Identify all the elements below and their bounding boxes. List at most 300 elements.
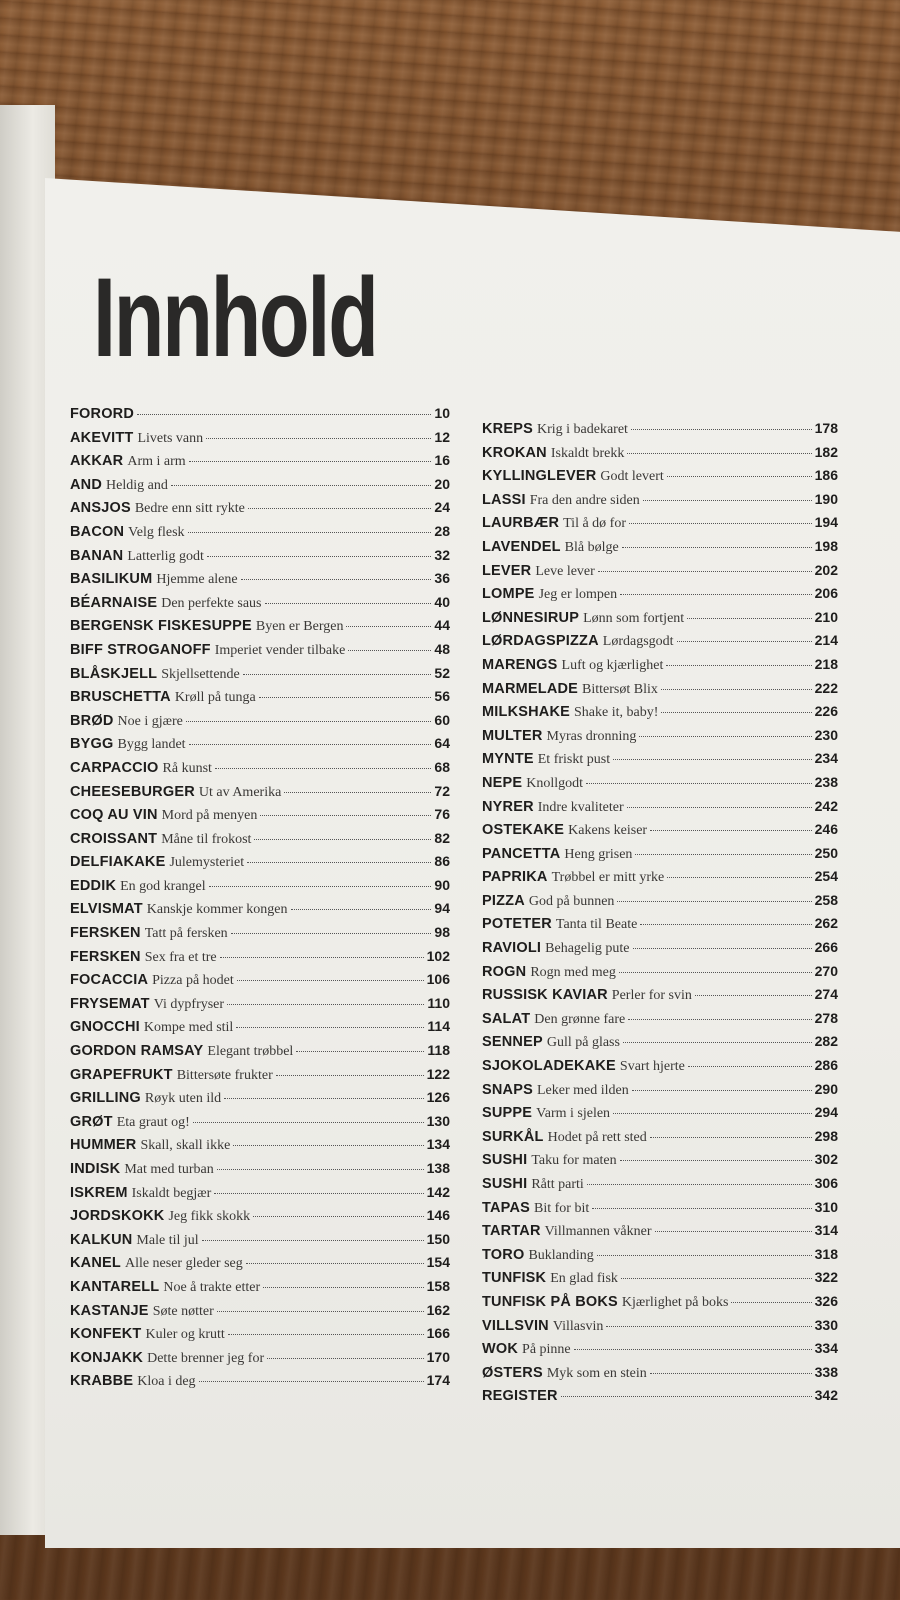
- toc-entry-keyword: SUPPE: [482, 1105, 533, 1122]
- toc-entry-keyword: FOCACCIA: [70, 972, 149, 989]
- toc-entry-subtitle: Velg flesk: [128, 524, 185, 540]
- toc-entry-page-number: 52: [434, 664, 450, 681]
- toc-entry: [482, 491, 838, 515]
- toc-entry-page-number: 158: [426, 1277, 450, 1294]
- toc-leader-dots: [188, 532, 432, 533]
- toc-entry: [70, 900, 450, 924]
- toc-leader-dots: [622, 547, 812, 548]
- toc-entry: [482, 986, 838, 1010]
- toc-entry-subtitle: Male til jul: [136, 1232, 199, 1248]
- toc-leader-dots: [220, 957, 424, 958]
- toc-entry-keyword: TUNFISK: [482, 1270, 547, 1287]
- toc-leader-dots: [587, 1184, 812, 1185]
- toc-entry-page-number: 230: [814, 726, 838, 743]
- toc-entry-subtitle: Skall, skall ikke: [140, 1138, 231, 1154]
- toc-entry: [70, 617, 450, 641]
- toc-entry-page-number: 250: [814, 844, 838, 861]
- toc-entry-page-number: 146: [426, 1207, 450, 1224]
- toc-entry: [70, 405, 450, 429]
- toc-entry-keyword: OSTEKAKE: [482, 822, 565, 839]
- toc-entry: [482, 1246, 838, 1270]
- toc-entry-keyword: FORORD: [70, 406, 135, 422]
- toc-leader-dots: [186, 721, 432, 722]
- toc-entry: [70, 570, 450, 594]
- toc-entry-page-number: 98: [434, 924, 450, 941]
- toc-entry-subtitle: Pizza på hodet: [152, 973, 234, 989]
- toc-entry-subtitle: Eta graut og!: [116, 1114, 190, 1130]
- toc-entry: [70, 806, 450, 830]
- toc-entry: [70, 759, 450, 783]
- toc-leader-dots: [619, 972, 812, 973]
- toc-entry-subtitle: Alle neser gleder seg: [124, 1256, 243, 1272]
- toc-entry-subtitle: Myk som en stein: [546, 1365, 647, 1381]
- toc-entry-subtitle: Hodet på rett sted: [547, 1129, 647, 1145]
- toc-entry: [482, 656, 838, 680]
- toc-leader-dots: [633, 948, 812, 949]
- toc-entry-subtitle: Rå kunst: [162, 760, 212, 776]
- toc-entry: [482, 915, 838, 939]
- toc-entry-page-number: 342: [814, 1387, 838, 1404]
- toc-entry-page-number: 82: [434, 829, 450, 846]
- toc-entry-keyword: SNAPS: [482, 1081, 533, 1098]
- toc-leader-dots: [687, 618, 811, 619]
- toc-entry: [70, 452, 450, 476]
- toc-entry-subtitle: Mat med turban: [124, 1162, 214, 1177]
- toc-leader-dots: [189, 744, 432, 745]
- toc-entry-keyword: CROISSANT: [70, 830, 158, 847]
- toc-entry-keyword: LØNNESIRUP: [482, 609, 580, 626]
- toc-left-column: [70, 405, 450, 1396]
- toc-entry-page-number: 222: [814, 679, 838, 696]
- toc-entry-subtitle: Bit for bit: [534, 1200, 590, 1216]
- toc-entry-keyword: MILKSHAKE: [482, 704, 570, 721]
- toc-entry-page-number: 326: [814, 1292, 838, 1309]
- toc-entry: [482, 538, 838, 562]
- toc-entry-page-number: 330: [814, 1316, 838, 1333]
- toc-entry: [70, 499, 450, 523]
- toc-entry-subtitle: En glad fisk: [550, 1271, 618, 1287]
- toc-entry-keyword: ANSJOS: [70, 500, 131, 517]
- toc-entry-subtitle: Mord på menyen: [161, 808, 258, 824]
- toc-entry-page-number: 40: [434, 593, 450, 610]
- toc-entry: [70, 735, 450, 759]
- toc-entry: [482, 1128, 838, 1152]
- toc-entry: [482, 1340, 838, 1364]
- toc-entry: [482, 1175, 838, 1199]
- toc-entry-keyword: KANEL: [70, 1255, 121, 1272]
- toc-leader-dots: [254, 839, 431, 840]
- toc-entry: [70, 830, 450, 854]
- toc-leader-dots: [291, 909, 432, 910]
- toc-entry-keyword: LØRDAGSPIZZA: [482, 633, 599, 650]
- toc-entry-subtitle: Hjemme alene: [156, 572, 238, 588]
- toc-entry-subtitle: Julemysteriet: [169, 855, 245, 871]
- toc-leader-dots: [243, 674, 432, 675]
- toc-entry-page-number: 102: [426, 947, 450, 964]
- toc-entry-page-number: 114: [427, 1018, 450, 1035]
- toc-entry-page-number: 298: [814, 1127, 838, 1144]
- toc-entry-page-number: 246: [814, 821, 838, 838]
- toc-entry-subtitle: Vi dypfryser: [153, 996, 225, 1012]
- toc-entry: [482, 1269, 838, 1293]
- toc-entry-page-number: 258: [814, 891, 838, 908]
- toc-entry-subtitle: Villmannen våkner: [544, 1224, 652, 1240]
- toc-entry: [70, 948, 450, 972]
- toc-leader-dots: [260, 815, 431, 816]
- toc-entry-subtitle: Behagelig pute: [545, 941, 630, 957]
- toc-entry-keyword: BYGG: [70, 736, 114, 753]
- toc-entry-subtitle: Taku for maten: [531, 1153, 617, 1169]
- toc-entry: [482, 1364, 838, 1388]
- toc-entry-subtitle: Rått parti: [531, 1177, 584, 1192]
- toc-entry: [70, 641, 450, 665]
- toc-leader-dots: [246, 1263, 424, 1264]
- toc-entry-subtitle: En god krangel: [120, 878, 206, 894]
- toc-entry-keyword: LASSI: [482, 491, 526, 508]
- toc-entry-keyword: TARTAR: [482, 1223, 541, 1240]
- toc-entry-keyword: EDDIK: [70, 877, 117, 894]
- toc-entry-keyword: NYRER: [482, 798, 534, 815]
- toc-entry: [482, 1057, 838, 1081]
- toc-entry-subtitle: Elegant trøbbel: [207, 1044, 294, 1060]
- toc-entry-keyword: SENNEP: [482, 1034, 543, 1051]
- toc-entry: [482, 821, 838, 845]
- toc-entry: [70, 547, 450, 571]
- toc-entry-page-number: 314: [814, 1222, 838, 1239]
- toc-entry-subtitle: Bittersøt Blix: [582, 681, 658, 697]
- toc-entry: [482, 1317, 838, 1341]
- toc-leader-dots: [627, 807, 812, 808]
- toc-entry-keyword: KALKUN: [70, 1231, 133, 1248]
- toc-entry-keyword: KROKAN: [482, 444, 547, 461]
- toc-entry-subtitle: Krøll på tunga: [174, 690, 256, 706]
- toc-entry: [70, 783, 450, 807]
- toc-entry-keyword: BASILIKUM: [70, 571, 153, 588]
- toc-entry: [482, 774, 838, 798]
- toc-entry-keyword: PIZZA: [482, 892, 525, 909]
- toc-leader-dots: [650, 1137, 812, 1138]
- toc-entry: [482, 703, 838, 727]
- toc-entry-subtitle: Bygg landet: [117, 737, 186, 753]
- toc-entry: [482, 1104, 838, 1128]
- toc-leader-dots: [137, 414, 431, 415]
- toc-entry-page-number: 202: [814, 561, 838, 578]
- toc-entry-page-number: 254: [814, 868, 838, 885]
- toc-entry: [482, 609, 838, 633]
- toc-entry-keyword: SALAT: [482, 1010, 531, 1027]
- toc-leader-dots: [620, 594, 812, 595]
- toc-entry-subtitle: Imperiet vender tilbake: [214, 642, 346, 658]
- toc-leader-dots: [574, 1349, 812, 1350]
- toc-entry: [482, 750, 838, 774]
- toc-leader-dots: [613, 759, 812, 760]
- toc-entry-page-number: 154: [426, 1254, 450, 1271]
- toc-entry-page-number: 150: [426, 1230, 450, 1247]
- toc-leader-dots: [731, 1302, 811, 1303]
- toc-entry-subtitle: Sex fra et tre: [144, 949, 217, 965]
- toc-entry-page-number: 274: [814, 986, 838, 1003]
- toc-entry-keyword: LEVER: [482, 562, 532, 579]
- toc-entry-keyword: BACON: [70, 523, 125, 540]
- toc-entry-subtitle: Knollgodt: [526, 775, 584, 791]
- toc-entry-keyword: BANAN: [70, 547, 124, 564]
- toc-leader-dots: [639, 736, 811, 737]
- toc-leader-dots: [643, 500, 812, 501]
- toc-entry-page-number: 210: [814, 608, 838, 625]
- toc-entry-keyword: MULTER: [482, 727, 543, 744]
- toc-leader-dots: [199, 1381, 424, 1382]
- toc-entry-subtitle: Kuler og krutt: [145, 1327, 225, 1343]
- toc-entry: [482, 444, 838, 468]
- toc-entry-page-number: 94: [434, 900, 450, 917]
- toc-entry-page-number: 90: [434, 876, 450, 893]
- toc-entry-page-number: 286: [814, 1057, 838, 1074]
- toc-entry-keyword: GNOCCHI: [70, 1019, 140, 1036]
- toc-entry: [70, 594, 450, 618]
- toc-entry-page-number: 302: [814, 1151, 838, 1168]
- toc-entry-subtitle: Fra den andre siden: [529, 492, 640, 508]
- toc-entry-subtitle: Skjellsettende: [161, 666, 240, 682]
- toc-entry-page-number: 56: [434, 688, 450, 705]
- toc-entry-subtitle: Til å dø for: [563, 516, 627, 532]
- toc-entry-subtitle: Leve lever: [535, 563, 595, 579]
- toc-leader-dots: [650, 1373, 812, 1374]
- toc-entry-keyword: SUSHI: [482, 1152, 528, 1169]
- toc-entry-keyword: GRAPEFRUKT: [70, 1066, 173, 1083]
- toc-entry-keyword: BÉARNAISE: [70, 594, 158, 611]
- toc-entry-keyword: GRILLING: [70, 1090, 141, 1107]
- toc-entry-keyword: KYLLINGLEVER: [482, 468, 597, 485]
- toc-entry-page-number: 238: [814, 773, 838, 790]
- toc-leader-dots: [628, 1019, 811, 1020]
- toc-entry-page-number: 214: [814, 632, 838, 649]
- toc-entry-subtitle: Bittersøte frukter: [176, 1067, 273, 1083]
- toc-entry-page-number: 162: [426, 1301, 450, 1318]
- toc-entry-subtitle: Lønn som fortjent: [583, 610, 685, 626]
- toc-entry-page-number: 334: [814, 1340, 838, 1357]
- toc-entry: [70, 1018, 450, 1042]
- toc-entry-subtitle: Arm i arm: [127, 454, 186, 470]
- toc-entry-page-number: 270: [814, 962, 838, 979]
- toc-entry: [70, 523, 450, 547]
- toc-entry-keyword: VILLSVIN: [482, 1317, 549, 1334]
- toc-leader-dots: [640, 924, 811, 925]
- toc-entry-subtitle: Lørdagsgodt: [602, 634, 674, 650]
- toc-entry: [70, 1066, 450, 1090]
- toc-entry-keyword: CARPACCIO: [70, 759, 159, 776]
- toc-entry-subtitle: Iskaldt begjær: [131, 1185, 212, 1201]
- toc-entry: [70, 1231, 450, 1255]
- toc-leader-dots: [284, 792, 431, 793]
- toc-entry-page-number: 310: [814, 1198, 838, 1215]
- toc-entry: [70, 1160, 450, 1184]
- toc-leader-dots: [677, 641, 812, 642]
- toc-entry-page-number: 20: [434, 475, 450, 492]
- toc-leader-dots: [348, 650, 431, 651]
- toc-entry: [482, 1010, 838, 1034]
- toc-entry-keyword: AND: [70, 476, 103, 493]
- toc-entry-keyword: AKKAR: [70, 453, 124, 470]
- toc-entry: [482, 1033, 838, 1057]
- toc-entry-keyword: LOMPE: [482, 586, 535, 603]
- toc-entry-page-number: 60: [434, 711, 450, 728]
- toc-entry-keyword: PANCETTA: [482, 845, 561, 862]
- toc-leader-dots: [263, 1287, 424, 1288]
- toc-entry-subtitle: Bedre enn sitt rykte: [134, 501, 245, 517]
- toc-entry-keyword: DELFIAKAKE: [70, 854, 166, 871]
- toc-leader-dots: [661, 712, 811, 713]
- toc-entry-keyword: GRØT: [70, 1113, 113, 1130]
- toc-entry: [482, 467, 838, 491]
- toc-leader-dots: [215, 768, 432, 769]
- toc-entry-page-number: 294: [814, 1104, 838, 1121]
- toc-leader-dots: [613, 1113, 812, 1114]
- toc-leader-dots: [214, 1193, 423, 1194]
- toc-entry-keyword: HUMMER: [70, 1137, 137, 1154]
- toc-leader-dots: [635, 854, 811, 855]
- toc-entry-keyword: REGISTER: [482, 1388, 558, 1405]
- toc-entry: [482, 1387, 838, 1411]
- toc-entry-keyword: ISKREM: [70, 1184, 128, 1201]
- toc-entry-page-number: 190: [814, 490, 838, 507]
- toc-entry-keyword: BLÅSKJELL: [70, 665, 158, 682]
- toc-entry-keyword: SURKÅL: [482, 1128, 544, 1145]
- toc-entry: [482, 1199, 838, 1223]
- toc-entry-page-number: 76: [434, 806, 450, 823]
- toc-entry-page-number: 322: [814, 1269, 838, 1286]
- toc-entry-keyword: WOK: [482, 1341, 519, 1358]
- toc-entry-page-number: 226: [814, 703, 838, 720]
- toc-entry-keyword: KRABBE: [70, 1373, 134, 1390]
- toc-entry-subtitle: Byen er Bergen: [255, 619, 344, 635]
- toc-leader-dots: [189, 461, 432, 462]
- toc-entry-keyword: FRYSEMAT: [70, 995, 150, 1012]
- toc-entry: [70, 971, 450, 995]
- toc-entry-subtitle: Noe i gjære: [117, 713, 183, 729]
- toc-entry: [482, 845, 838, 869]
- toc-entry-page-number: 266: [814, 939, 838, 956]
- toc-entry-keyword: MYNTE: [482, 751, 534, 768]
- toc-entry-keyword: LAURBÆR: [482, 515, 560, 532]
- toc-leader-dots: [606, 1326, 811, 1327]
- toc-entry-keyword: COQ AU VIN: [70, 807, 158, 824]
- toc-entry-page-number: 234: [814, 750, 838, 767]
- toc-leader-dots: [206, 438, 431, 439]
- toc-leader-dots: [265, 603, 432, 604]
- toc-entry-page-number: 318: [814, 1245, 838, 1262]
- toc-leader-dots: [688, 1066, 812, 1067]
- toc-entry-subtitle: Tanta til Beate: [555, 917, 638, 933]
- toc-entry-keyword: ROGN: [482, 963, 527, 980]
- toc-entry-subtitle: Heldig and: [106, 477, 168, 493]
- toc-entry: [482, 562, 838, 586]
- toc-entry-keyword: KANTARELL: [70, 1278, 160, 1295]
- toc-entry-subtitle: Ut av Amerika: [198, 784, 282, 800]
- toc-entry: [70, 1207, 450, 1231]
- toc-leader-dots: [629, 523, 812, 524]
- toc-entry-subtitle: Heng grisen: [564, 846, 633, 862]
- toc-entry: [482, 868, 838, 892]
- toc-leader-dots: [224, 1098, 424, 1099]
- toc-entry-keyword: MARENGS: [482, 656, 558, 673]
- toc-leader-dots: [592, 1208, 811, 1209]
- toc-entry-page-number: 36: [434, 570, 450, 587]
- toc-entry-page-number: 28: [434, 522, 450, 539]
- toc-entry-keyword: FERSKEN: [70, 925, 141, 942]
- toc-entry-keyword: ELVISMAT: [70, 901, 143, 918]
- toc-entry: [482, 892, 838, 916]
- toc-entry-page-number: 126: [426, 1089, 450, 1106]
- toc-entry: [70, 1325, 450, 1349]
- toc-leader-dots: [655, 1231, 812, 1232]
- toc-leader-dots: [632, 1090, 812, 1091]
- toc-entry-subtitle: Den perfekte saus: [161, 595, 262, 611]
- toc-entry-page-number: 182: [814, 443, 838, 460]
- toc-entry-page-number: 178: [814, 420, 838, 436]
- toc-leader-dots: [241, 579, 432, 580]
- toc-entry: [482, 963, 838, 987]
- toc-entry: [482, 420, 838, 444]
- toc-entry-subtitle: Shake it, baby!: [574, 705, 659, 721]
- toc-entry: [70, 853, 450, 877]
- toc-entry: [482, 514, 838, 538]
- toc-entry-keyword: TORO: [482, 1246, 525, 1263]
- toc-entry: [482, 1293, 838, 1317]
- toc-leader-dots: [598, 571, 812, 572]
- toc-entry: [70, 476, 450, 500]
- toc-entry: [70, 665, 450, 689]
- toc-leader-dots: [193, 1122, 424, 1123]
- toc-entry: [482, 798, 838, 822]
- toc-entry-keyword: FERSKEN: [70, 948, 141, 965]
- toc-entry-subtitle: Indre kvaliteter: [537, 799, 624, 815]
- toc-entry-page-number: 198: [814, 537, 838, 554]
- toc-entry: [70, 429, 450, 453]
- toc-entry-page-number: 106: [426, 971, 450, 988]
- toc-leader-dots: [667, 877, 811, 878]
- toc-entry-subtitle: Perler for svin: [611, 988, 692, 1004]
- toc-entry-keyword: SUSHI: [482, 1176, 528, 1192]
- toc-entry-page-number: 174: [426, 1372, 450, 1389]
- toc-entry-keyword: BERGENSK FISKESUPPE: [70, 618, 252, 635]
- toc-entry-page-number: 206: [814, 585, 838, 602]
- toc-entry-page-number: 170: [426, 1348, 450, 1365]
- toc-entry-subtitle: Den grønne fare: [534, 1011, 626, 1027]
- toc-entry-subtitle: Rogn med meg: [530, 964, 616, 980]
- toc-entry-keyword: JORDSKOKK: [70, 1208, 165, 1225]
- toc-entry-keyword: MARMELADE: [482, 680, 579, 697]
- toc-leader-dots: [236, 1027, 424, 1028]
- toc-entry-subtitle: Dette brenner jeg for: [147, 1350, 265, 1366]
- toc-entry: [70, 712, 450, 736]
- toc-leader-dots: [276, 1075, 424, 1076]
- toc-entry: [70, 1042, 450, 1066]
- toc-entry-page-number: 306: [814, 1175, 838, 1191]
- toc-entry-keyword: KONJAKK: [70, 1349, 144, 1366]
- toc-entry-page-number: 64: [434, 735, 450, 752]
- toc-entry: [70, 1184, 450, 1208]
- toc-entry: [70, 924, 450, 948]
- toc-entry: [482, 727, 838, 751]
- toc-entry-page-number: 48: [434, 640, 450, 657]
- toc-entry: [70, 1136, 450, 1160]
- toc-entry-page-number: 166: [426, 1325, 450, 1342]
- toc-leader-dots: [231, 933, 432, 934]
- toc-entry-subtitle: Røyk uten ild: [144, 1091, 222, 1107]
- toc-entry-page-number: 16: [434, 452, 450, 469]
- toc-entry-subtitle: Trøbbel er mitt yrke: [551, 870, 665, 886]
- toc-entry-subtitle: Svart hjerte: [619, 1059, 685, 1075]
